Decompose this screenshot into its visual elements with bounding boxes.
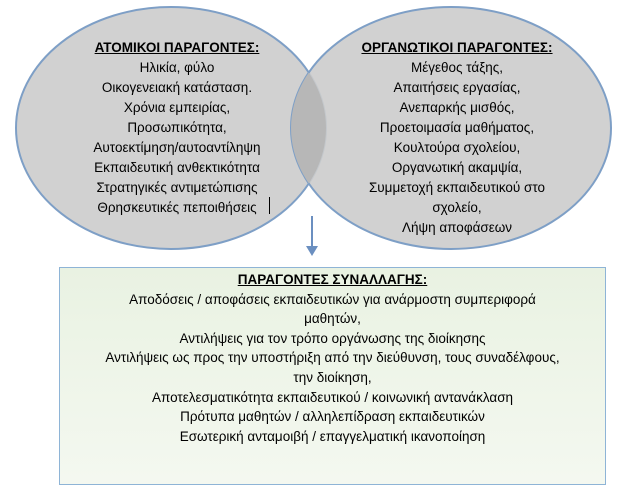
transaction-factor-item: Αντιλήψεις για τον τρόπο οργάνωσης της διοίκησης [179,330,486,346]
organizational-factors-heading: ΟΡΓΑΝΩΤΙΚΟΙ ΠΑΡΑΓΟΝΤΕΣ: [361,40,553,55]
transaction-factor-item: Αντιλήψεις ως προς την υποστήριξη από την διεύθυνση, τους συναδέλφους, [105,350,560,366]
individual-factor-item: Οικογενειακή κατάσταση. [101,80,253,95]
transaction-factors-heading: ΠΑΡΑΓΟΝΤΕΣ ΣΥΝΑΛΛΑΓΗΣ: [237,272,428,287]
organizational-factor-item: Προετοιμασία μαθήματος, [379,120,535,135]
text-cursor [269,197,270,214]
individual-factor-item: Εκπαιδευτική ανθεκτικότητα [94,160,260,175]
transaction-factor-item: Αποτελεσματικότητα εκπαιδευτικού / κοινωνική αντανάκλαση [151,389,514,405]
transaction-factor-item: την διοίκηση, [293,369,372,385]
organizational-factor-item: Κουλτούρα σχολείου, [393,140,521,155]
organizational-factor-item: Οργανωτική ακαμψία, [391,160,523,175]
individual-factor-item: Θρησκευτικές πεποιθήσεις [97,200,257,215]
transaction-factor-item: Πρότυπα μαθητών / αλληλεπίδραση εκπαιδευτικών [180,409,485,425]
organizational-factor-item: Λήψη αποφάσεων [401,220,513,235]
individual-factor-item: Αυτοεκτίμηση/αυτοαντίληψη [93,140,261,155]
organizational-factors-text [342,38,572,238]
organizational-factor-item: Ανεπαρκής μισθός, [399,100,515,115]
transaction-factor-item: Εσωτερική ανταμοιβή / επαγγελματική ικανοποίηση [179,428,486,444]
individual-factor-item: Στρατηγικές αντιμετώπισης [96,180,258,195]
individual-factor-item: Ηλικία, φύλο [139,60,215,75]
individual-factor-item: Προσωπικότητα, [127,120,227,135]
individual-factors-text [62,38,292,218]
individual-factors-heading: ΑΤΟΜΙΚΟΙ ΠΑΡΑΓΟΝΤΕΣ: [94,40,260,55]
transaction-factor-item: Αποδόσεις / αποφάσεις εκπαιδευτικών για ανάρμοστη συμπεριφορά [129,291,536,307]
transaction-factor-item: μαθητών, [304,311,361,327]
organizational-factor-item: Μέγεθος τάξης, [410,60,504,75]
transaction-factors-box [59,267,606,485]
organizational-factor-item: Απαιτήσεις εργασίας, [393,80,521,95]
individual-factor-item: Χρόνια εμπειρίας, [123,100,231,115]
organizational-factor-item: Συμμετοχή εκπαιδευτικού στο [368,180,546,195]
arrow-head [306,246,318,256]
organizational-factor-item: σχολείο, [432,200,482,215]
